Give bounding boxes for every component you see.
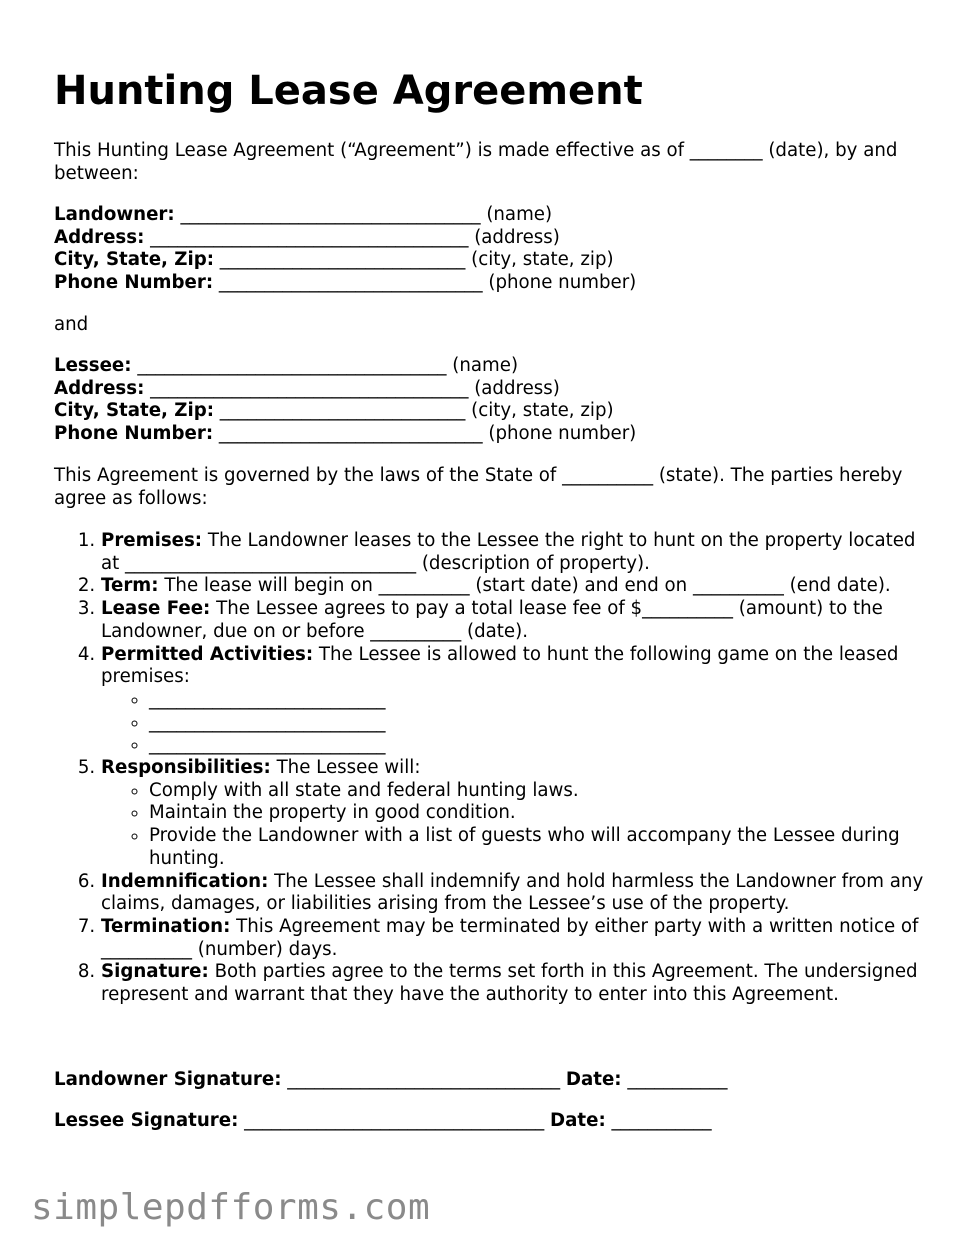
term-heading: Indemnification: <box>101 870 269 892</box>
term-item-termination <box>101 916 924 961</box>
game-blank: ◦ __________________________ <box>149 712 924 735</box>
lessee-phone-field: _____________________________ (phone number) <box>213 423 637 445</box>
landowner-date-label: Date: <box>565 1069 622 1090</box>
watermark-text: simplepdfforms.com <box>31 1187 431 1228</box>
term-item-signature <box>101 961 924 1006</box>
term-item-permitted-activities <box>101 644 924 758</box>
governing-law-paragraph: This Agreement is governed by the laws of the State of __________ (state). The parties hereby agree as follows: <box>54 465 903 509</box>
lessee-city-field: ___________________________ (city, state, zip) <box>214 400 614 422</box>
landowner-city-row <box>54 249 924 272</box>
lessee-name-row <box>54 355 924 378</box>
landowner-address-row <box>54 227 924 250</box>
landowner-signature-field: ______________________________ <box>281 1069 566 1090</box>
landowner-name-label: Landowner: <box>54 204 175 225</box>
term-heading: Lease Fee: <box>101 598 211 620</box>
landowner-city-field: ___________________________ (city, state, zip) <box>214 249 614 271</box>
term-heading: Termination: <box>101 915 231 937</box>
term-item-indemnification <box>101 871 924 916</box>
game-blank: ◦ __________________________ <box>149 734 924 757</box>
lessee-signature-row <box>54 1110 924 1133</box>
terms-section <box>54 530 924 1007</box>
responsibility-item: ◦ Provide the Landowner with a list of guests who will accompany the Lessee during hunting. <box>149 825 924 870</box>
landowner-block <box>54 204 924 295</box>
lessee-signature-label: Lessee Signature: <box>54 1110 239 1131</box>
lessee-name-field: __________________________________ (name) <box>131 355 519 376</box>
term-heading: Permitted Activities: <box>101 643 314 665</box>
terms-list <box>54 530 924 1007</box>
game-blank: ◦ __________________________ <box>149 689 924 712</box>
responsibilities-list <box>101 780 924 871</box>
term-text: Both parties agree to the terms set forth in this Agreement. The undersigned represent and warrant that they have the authority to enter into this Agreement. <box>101 961 918 1006</box>
landowner-address-label: Address: <box>54 226 145 248</box>
lessee-city-row <box>54 400 924 423</box>
term-heading: Signature: <box>101 961 209 983</box>
landowner-date-field: ___________ <box>621 1069 728 1090</box>
landowner-phone-field: _____________________________ (phone number) <box>213 272 637 294</box>
document-title: Hunting Lease Agreement <box>54 68 643 114</box>
term-text: The Landowner leases to the Lessee the right to hunt on the property located at ________________________________ (description of property). <box>101 530 916 574</box>
landowner-name-field: _________________________________ (name) <box>174 204 553 225</box>
landowner-city-label: City, State, Zip: <box>54 249 215 271</box>
term-text: This Agreement may be terminated by either party with a written notice of __________ (number) days. <box>101 915 919 960</box>
responsibility-item: ◦ Comply with all state and federal hunting laws. <box>149 780 924 803</box>
game-list <box>101 689 924 757</box>
lessee-phone-row <box>54 423 924 446</box>
intro-paragraph: This Hunting Lease Agreement (“Agreement”) is made effective as of ________ (date), by and between: <box>54 140 898 184</box>
landowner-signature-row <box>54 1069 924 1092</box>
landowner-address-field: ___________________________________ (address) <box>144 226 560 248</box>
term-item-premises <box>101 530 924 575</box>
landowner-name-row <box>54 204 924 227</box>
lessee-signature-field: _________________________________ <box>238 1110 551 1131</box>
term-heading: Premises: <box>101 530 203 551</box>
landowner-phone-label: Phone Number: <box>54 272 214 294</box>
lessee-address-label: Address: <box>54 377 145 399</box>
lessee-date-field: ___________ <box>605 1110 712 1131</box>
term-item-term <box>101 575 924 598</box>
term-text: The Lessee will: <box>270 757 421 779</box>
term-text: The Lessee shall indemnify and hold harmless the Landowner from any claims, damages, or liabilities arising from the Lessee’s use of the property. <box>101 870 924 915</box>
term-item-responsibilities <box>101 757 924 871</box>
lessee-city-label: City, State, Zip: <box>54 400 215 422</box>
term-item-lease-fee <box>101 598 924 643</box>
landowner-signature-label: Landowner Signature: <box>54 1069 282 1090</box>
term-heading: Responsibilities: <box>101 757 271 779</box>
lessee-date-label: Date: <box>550 1110 606 1131</box>
term-heading: Term: <box>101 575 159 597</box>
lessee-phone-label: Phone Number: <box>54 423 214 445</box>
landowner-phone-row <box>54 272 924 295</box>
and-text: and <box>54 314 89 335</box>
term-text: The lease will begin on __________ (start date) and end on __________ (end date). <box>158 575 891 597</box>
term-text: The Lessee is allowed to hunt the following game on the leased premises: <box>101 643 899 688</box>
lessee-name-label: Lessee: <box>54 355 132 376</box>
responsibility-item: ◦ Maintain the property in good condition. <box>149 802 924 825</box>
lessee-address-field: ___________________________________ (address) <box>144 377 560 399</box>
lessee-block <box>54 355 924 446</box>
term-text: The Lessee agrees to pay a total lease fee of $__________ (amount) to the Landowner, due on or before __________ (date). <box>101 598 883 642</box>
lessee-address-row <box>54 378 924 401</box>
